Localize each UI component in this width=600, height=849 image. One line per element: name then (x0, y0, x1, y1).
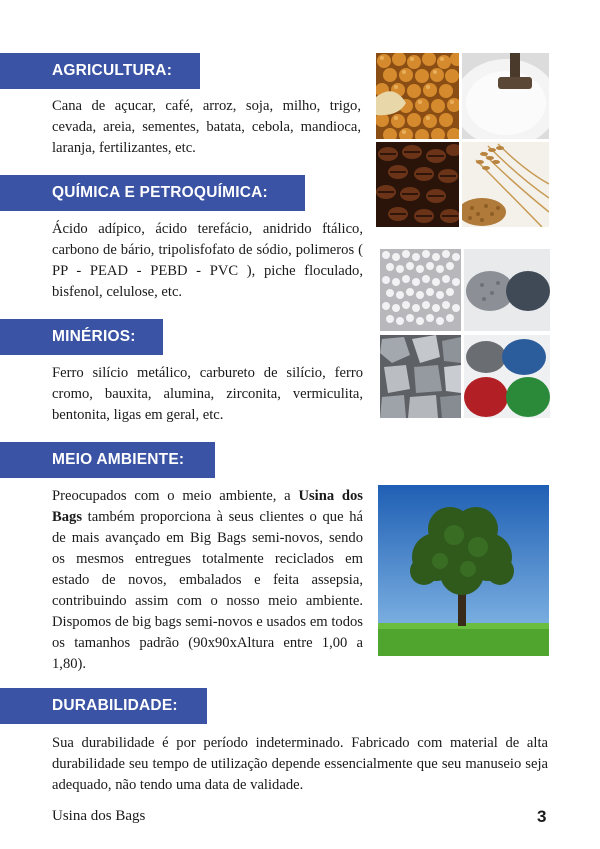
page-number: 3 (537, 807, 547, 826)
sugar-photo (462, 53, 549, 139)
meio-ambiente-text-start: Preocupados com o meio ambiente, a (52, 488, 299, 504)
gray-powder-photo (464, 249, 550, 331)
section-header-minerios: MINÉRIOS: (0, 319, 163, 355)
soybeans-photo (376, 53, 459, 139)
section-header-durabilidade: DURABILIDADE: (0, 688, 207, 724)
colored-granules-photo (464, 335, 550, 418)
tree-photo (378, 485, 549, 656)
gray-rocks-photo (380, 335, 461, 418)
section-body-agricultura: Cana de açucar, café, arroz, soja, milho, trigo, cevada, areia, sementes, batata, cebola, mandioca, laranja, fertilizantes, etc. (52, 98, 361, 156)
section-header-agricultura: AGRICULTURA: (0, 53, 200, 89)
section-header-meio-ambiente: MEIO AMBIENTE: (0, 442, 215, 478)
section-body-meio-ambiente (52, 486, 363, 675)
footer-company-name: Usina dos Bags (52, 808, 146, 824)
section-body-quimica: Ácido adípico, ácido terefácio, anidrido ftálico, carbono de bário, tripolisfofato de sódio, polimeros ( PP - PEAD - PEBD - PVC ), piche floculado, bisfenol, celulose, etc. (52, 221, 363, 300)
section-body-durabilidade: Sua durabilidade é por período indeterminado. Fabricado com material de alta durabilidade seu tempo de utilização depende essencialmente que seu manuseio seja adequado, não tendo uma data de validade. (52, 735, 548, 793)
section-header-quimica: QUÍMICA E PETROQUÍMICA: (0, 175, 305, 211)
coffee-beans-photo (376, 142, 459, 227)
company-name-bold: Usina dos Bags (52, 488, 363, 525)
section-body-minerios: Ferro silício metálico, carbureto de silício, ferro cromo, bauxita, alumina, zirconita, vermiculita, bentonita, ligas em geral, etc. (52, 365, 363, 423)
meio-ambiente-text-end: também proporciona à seus clientes o que há de mais avançado em Big Bags semi-novos, sendo os mesmos entregues totalmente reciclados em estado de novos, embalados e feita assepsia, contribuindo assim com o nosso meio ambiente. Dispomos de big bags semi-novos e usados em todos os tamanhos padrão (90x90xAltura entre 1,00 a 1,80). (52, 509, 363, 672)
white-pellets-photo (380, 249, 461, 331)
wheat-photo (462, 142, 549, 227)
